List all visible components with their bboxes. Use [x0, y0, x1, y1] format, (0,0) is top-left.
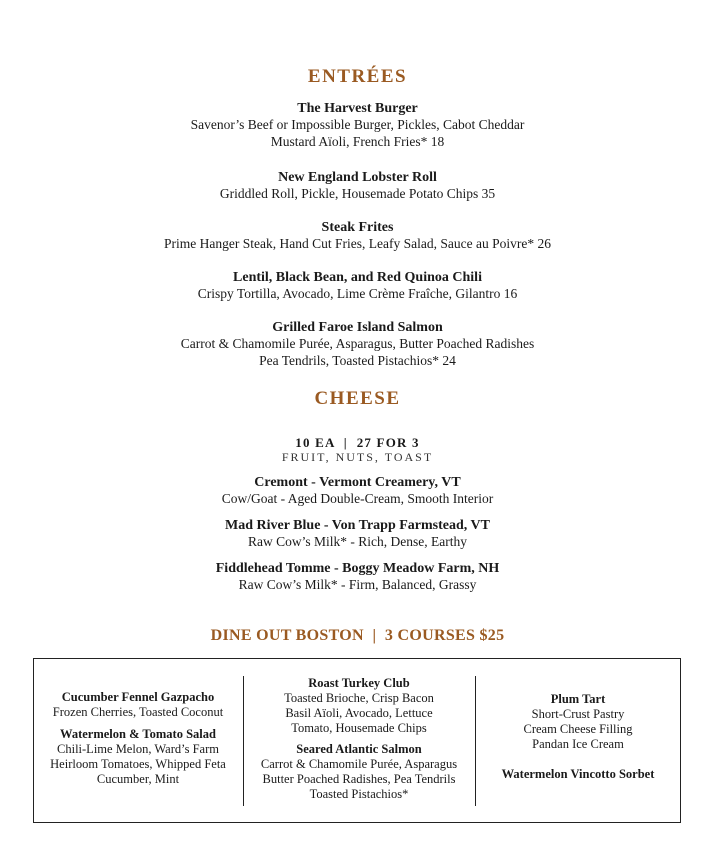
cheese-item [0, 475, 715, 508]
cheese-price-line: 10 EA | 27 FOR 3 [295, 435, 420, 450]
course-item-desc: Heirloom Tomatoes, Whipped Feta [50, 757, 226, 771]
course-column-3 [477, 692, 679, 782]
cheese-accompaniments: FRUIT, NUTS, TOAST [281, 450, 434, 464]
cheese-pricing [0, 436, 715, 464]
cheese-desc: Raw Cow’s Milk* - Firm, Balanced, Grassy [238, 577, 477, 592]
course-item-desc: Frozen Cherries, Toasted Coconut [52, 705, 224, 719]
course-item-desc: Toasted Pistachios* [309, 787, 409, 801]
course-item-name: Watermelon Vincotto Sorbet [501, 767, 655, 781]
entree-item [0, 320, 715, 369]
entree-desc: Crispy Tortilla, Avocado, Lime Crème Fraîche, Gilantro 16 [197, 286, 518, 301]
course-item [477, 767, 679, 782]
course-item-desc: Butter Poached Radishes, Pea Tendrils [262, 772, 456, 786]
entree-name: Lentil, Black Bean, and Red Quinoa Chili [233, 270, 482, 285]
entree-desc: Griddled Roll, Pickle, Housemade Potato Chips 35 [219, 186, 496, 201]
course-item [245, 742, 473, 802]
course-item-desc: Cream Cheese Filling [523, 722, 633, 736]
entree-item [0, 220, 715, 253]
entree-name: Grilled Faroe Island Salmon [272, 320, 443, 335]
course-item-name: Seared Atlantic Salmon [296, 742, 422, 756]
entree-desc: Pea Tendrils, Toasted Pistachios* 24 [259, 352, 456, 368]
entree-name: The Harvest Burger [297, 101, 418, 116]
cheese-name: Cremont - Vermont Creamery, VT [254, 475, 461, 490]
course-column-1 [35, 690, 241, 787]
entrees-heading: ENTRÉES [307, 66, 408, 87]
course-item-desc: Carrot & Chamomile Purée, Asparagus [260, 757, 458, 771]
entree-item [0, 101, 715, 150]
cheese-heading: CHEESE [314, 388, 401, 409]
course-item-desc: Toasted Brioche, Crisp Bacon [284, 691, 434, 705]
cheese-desc: Cow/Goat - Aged Double-Cream, Smooth Interior [221, 491, 494, 506]
course-item-name: Plum Tart [550, 692, 606, 706]
entree-name: Steak Frites [321, 220, 394, 235]
cheese-name: Fiddlehead Tomme - Boggy Meadow Farm, NH [215, 561, 500, 576]
course-item-desc: Short-Crust Pastry [531, 707, 625, 721]
entree-desc: Prime Hanger Steak, Hand Cut Fries, Leafy Salad, Sauce au Poivre* 26 [164, 236, 551, 251]
entree-desc: Mustard Aïoli, French Fries* 18 [270, 133, 445, 149]
course-item [35, 727, 241, 787]
dine-out-heading: DINE OUT BOSTON | 3 COURSES $25 [210, 627, 505, 644]
entree-desc: Carrot & Chamomile Purée, Asparagus, Butter Poached Radishes [180, 336, 535, 351]
cheese-desc: Raw Cow’s Milk* - Rich, Dense, Earthy [248, 534, 467, 549]
course-item-name: Watermelon & Tomato Salad [60, 727, 216, 741]
entree-name: New England Lobster Roll [278, 170, 437, 185]
column-divider [475, 676, 476, 806]
course-item-desc: Pandan Ice Cream [532, 737, 624, 751]
course-item [245, 676, 473, 736]
cheese-name: Mad River Blue - Von Trapp Farmstead, VT [225, 518, 490, 533]
course-item-desc: Cucumber, Mint [96, 772, 180, 786]
course-item-desc: Chili-Lime Melon, Ward’s Farm [57, 742, 219, 756]
course-item [477, 692, 679, 752]
cheese-item [0, 518, 715, 551]
course-item-desc: Tomato, Housemade Chips [291, 721, 427, 735]
course-item-name: Roast Turkey Club [308, 676, 410, 690]
entree-desc: Savenor’s Beef or Impossible Burger, Pickles, Cabot Cheddar [190, 117, 525, 132]
course-item-desc: Basil Aïoli, Avocado, Lettuce [285, 706, 433, 720]
course-item-name: Cucumber Fennel Gazpacho [61, 690, 215, 704]
entree-item [0, 170, 715, 203]
column-divider [243, 676, 244, 806]
course-item [35, 690, 241, 720]
cheese-item [0, 561, 715, 594]
entree-item [0, 270, 715, 303]
course-column-2 [245, 676, 473, 802]
